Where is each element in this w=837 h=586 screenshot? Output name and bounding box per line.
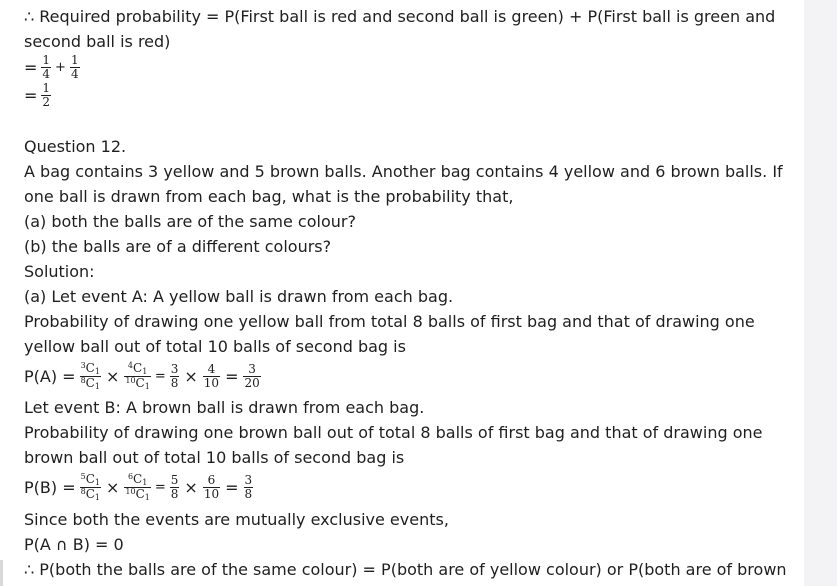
numerator: 5 [170, 473, 179, 487]
denominator [124, 376, 150, 391]
combination-symbol: C [135, 487, 145, 501]
prob-a-equation [24, 362, 263, 391]
superscript: 5 [80, 472, 86, 481]
previous-answer-line-1: ∴ Required probability = P(First ball is red and second ball is green) + P(First ball is green and [24, 7, 776, 26]
fraction [170, 363, 180, 390]
equation-lhs: P(B) = [24, 478, 76, 497]
numerator: 1 [70, 53, 79, 67]
subscript: 1 [144, 493, 150, 502]
fraction [203, 363, 220, 390]
subscript: 1 [94, 367, 100, 376]
equals-sign: = [24, 86, 38, 105]
numerator: 6 [207, 473, 216, 487]
combination-symbol: C [85, 376, 95, 390]
fraction [70, 54, 80, 81]
numerator: 3 [248, 362, 256, 376]
combination-symbol: C [133, 361, 143, 375]
superscript: 8 [80, 376, 86, 385]
combination-symbol: C [133, 472, 143, 486]
equals-sign: = [154, 369, 166, 384]
question-part-a: (a) both the balls are of the same colour? [24, 212, 356, 231]
combination-symbol: C [85, 472, 95, 486]
numerator [127, 362, 148, 376]
prob-b-equation [24, 473, 255, 502]
equals-sign: = [24, 58, 38, 77]
plus-sign: + [55, 60, 66, 75]
denominator: 2 [42, 95, 51, 109]
question-text-line-2: one ball is drawn from each bag, what is the probability that, [24, 187, 514, 206]
fraction [41, 82, 51, 109]
numerator: 4 [207, 362, 216, 376]
prob-b-text-line-1: Probability of drawing one brown ball out of total 8 balls of first bag and that of drawing one [24, 423, 763, 442]
right-side-panel [804, 0, 837, 586]
combination-symbol: C [85, 487, 95, 501]
subscript: 1 [94, 493, 100, 502]
numerator: 3 [170, 362, 179, 376]
subscript: 1 [144, 382, 150, 391]
previous-result-row [24, 82, 53, 109]
event-b-definition: Let event B: A brown ball is drawn from each bag. [24, 398, 425, 417]
subscript: 1 [142, 478, 148, 487]
superscript: 10 [125, 376, 136, 385]
superscript: 8 [80, 487, 86, 496]
solution-heading: Solution: [24, 262, 95, 281]
previous-answer-line-2: second ball is red) [24, 32, 171, 51]
denominator: 10 [203, 487, 220, 501]
denominator [124, 487, 150, 502]
subscript: 1 [94, 382, 100, 391]
denominator: 8 [170, 487, 179, 501]
combination-symbol: C [135, 376, 145, 390]
times-sign: × [184, 478, 198, 497]
denominator: 10 [203, 376, 220, 390]
combination-fraction [124, 362, 150, 391]
numerator: 1 [42, 53, 51, 67]
numerator [80, 362, 101, 376]
fraction [244, 474, 254, 501]
combination-fraction [80, 473, 101, 502]
question-part-b: (b) the balls are of a different colours? [24, 237, 332, 256]
equals-sign: = [225, 478, 239, 497]
combination-symbol: C [85, 361, 95, 375]
numerator: 1 [42, 81, 51, 95]
denominator: 8 [170, 376, 179, 390]
denominator: 4 [42, 67, 51, 81]
question-heading: Question 12. [24, 137, 127, 156]
document-content [24, 0, 804, 586]
denominator [80, 376, 101, 391]
superscript: 6 [127, 472, 134, 481]
prob-a-text-line-1: Probability of drawing one yellow ball from total 8 balls of first bag and that of drawing one [24, 312, 755, 331]
numerator: 3 [244, 473, 253, 487]
numerator [80, 473, 101, 487]
question-text-line-1: A bag contains 3 yellow and 5 brown balls. Another bag contains 4 yellow and 6 brown balls. If [24, 162, 783, 181]
denominator: 20 [244, 376, 260, 390]
fraction [170, 474, 180, 501]
prob-a-text-line-2: yellow ball out of total 10 balls of second bag is [24, 337, 406, 356]
combination-fraction [80, 362, 101, 391]
fraction [243, 363, 260, 390]
left-edge-mark [0, 560, 3, 586]
event-a-definition: (a) Let event A: A yellow ball is drawn from each bag. [24, 287, 454, 306]
fraction [41, 54, 51, 81]
numerator [127, 473, 148, 487]
equation-lhs: P(A) = [24, 367, 76, 386]
superscript: 4 [127, 361, 133, 370]
equals-sign: = [154, 480, 166, 495]
times-sign: × [184, 367, 198, 386]
equals-sign: = [225, 367, 239, 386]
denominator: 8 [244, 487, 253, 501]
prob-b-text-line-2: brown ball out of total 10 balls of second bag is [24, 448, 405, 467]
denominator [80, 487, 101, 502]
mutually-exclusive-note: Since both the events are mutually exclusive events, [24, 510, 449, 529]
intersection-probability: P(A ∩ B) = 0 [24, 535, 124, 554]
superscript: 3 [80, 361, 86, 370]
subscript: 1 [94, 478, 100, 487]
superscript: 10 [125, 487, 136, 496]
conclusion-line: ∴ P(both the balls are of the same colour) = P(both are of yellow colour) or P(both are of brown [24, 560, 787, 579]
denominator: 4 [70, 67, 79, 81]
times-sign: × [105, 478, 120, 497]
combination-fraction [124, 473, 150, 502]
fraction [203, 474, 220, 501]
previous-sum-row [24, 54, 82, 81]
subscript: 1 [142, 367, 148, 376]
times-sign: × [105, 367, 120, 386]
